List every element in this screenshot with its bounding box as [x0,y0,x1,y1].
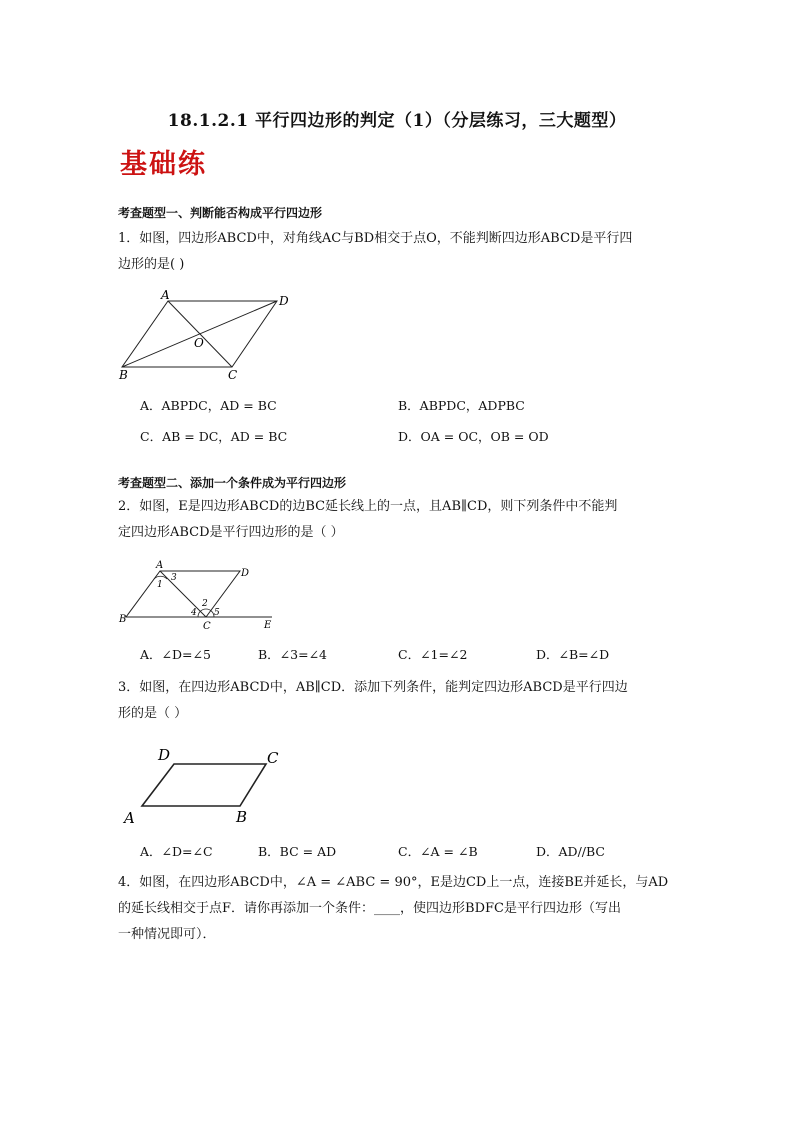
question-2 [118,494,678,546]
question-1 [118,226,678,278]
q3-label-c: C [267,749,279,767]
q2-angle-3: 3 [171,573,177,583]
q3-option-b[interactable]: B．BC = AD [258,844,337,859]
question-4-line-2: 的延长线相交于点F．请你再添加一个条件：____，使四边形BDFC是平行四边形（写出 [118,901,621,916]
q1-option-d[interactable]: D．OA = OC，OB = OD [398,429,549,444]
q3-label-b: B [236,808,248,826]
q2-label-a: A [156,560,164,571]
q3-option-d[interactable]: D．AD//BC [536,844,605,859]
q2-figure [114,558,284,634]
q2-option-d[interactable]: D．∠B=∠D [536,647,610,662]
q2-angle-5: 5 [214,608,220,618]
q2-angle-4: 4 [191,608,197,618]
q2-label-b: B [119,614,127,625]
q2-diagonal-ac [160,571,206,617]
q3-label-d: D [158,746,171,764]
q3-label-a: A [124,809,135,827]
q2-angle-1: 1 [157,580,163,590]
q1-option-a[interactable]: A．ABPDC，AD = BC [140,398,277,413]
q1-label-a: A [161,288,170,302]
q2-label-c: C [203,621,211,632]
q2-option-c[interactable]: C．∠1=∠2 [398,647,468,662]
q2-option-b[interactable]: B．∠3=∠4 [258,647,328,662]
q3-figure [118,738,288,830]
question-2-line-2: 定四边形ABCD是平行四边形的是（ ） [118,525,344,540]
question-1-line-2: 边形的是( ) [118,257,185,272]
question-1-line-1: 1．如图，四边形ABCD中，对角线AC与BD相交于点O，不能判断四边形ABCD是平行四 [118,231,633,246]
q2-angle-2: 2 [202,599,208,609]
q1-option-c[interactable]: C．AB = DC，AD = BC [140,429,288,444]
question-3 [118,675,678,727]
question-type-2: 考查题型二、添加一个条件成为平行四边形 [118,476,347,490]
q3-option-c[interactable]: C．∠A = ∠B [398,844,478,859]
q1-parallelogram-figure [112,288,302,383]
q1-option-b[interactable]: B．ABPDC，ADPBC [398,398,525,413]
q3-quadrilateral [142,764,266,806]
question-4-line-1: 4．如图，在四边形ABCD中，∠A = ∠ABC = 90°，E是边CD上一点，连接BE并延长，与AD [118,875,669,890]
question-3-line-2: 形的是（ ） [118,706,188,721]
question-2-line-1: 2．如图，E是四边形ABCD的边BC延长线上的一点，且AB∥CD，则下列条件中不能判 [118,499,618,514]
q1-label-c: C [228,368,238,382]
question-4-line-3: 一种情况即可）． [118,927,216,942]
page-title: 18.1.2.1 平行四边形的判定（1）（分层练习，三大题型） [167,111,627,131]
question-type-1: 考查题型一、判断能否构成平行四边形 [118,206,323,220]
q1-label-d: D [279,294,289,308]
q1-label-b: B [119,368,128,382]
q2-label-e: E [264,620,272,631]
question-4 [118,870,678,948]
q2-option-a[interactable]: A．∠D=∠5 [140,647,211,662]
q3-option-a[interactable]: A．∠D=∠C [140,844,213,859]
q2-label-d: D [241,568,250,579]
q1-label-o: O [194,336,204,350]
question-3-line-1: 3．如图，在四边形ABCD中，AB∥CD．添加下列条件，能判定四边形ABCD是平行四边 [118,680,628,695]
section-heading: 基础练 [120,149,207,180]
